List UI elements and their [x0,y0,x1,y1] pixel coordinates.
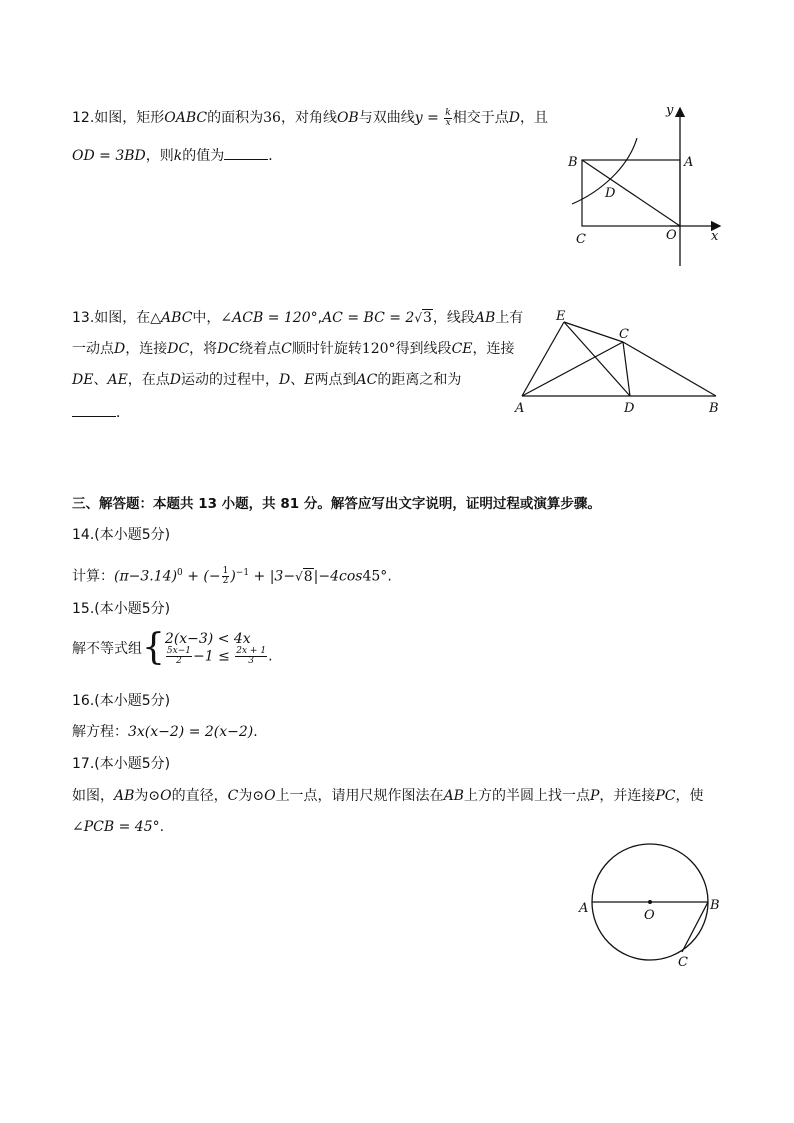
q17-line1 [72,786,704,806]
q14-cos: cos [339,568,363,585]
q13-segment: DC [167,341,190,357]
section-heading: 三、解答题：本题共 13 小题，共 81 分。解答应写出文字说明，证明过程或演算步骤。 [72,496,601,512]
q13-text: ，线段 [432,310,475,326]
q12-fraction [444,109,451,128]
label-b: B [709,401,719,416]
label-b: B [710,898,720,913]
q17-heading: 17.(本小题5分) [72,756,171,772]
q17-line2 [72,817,164,837]
q13-segment: AE [107,372,128,388]
q14-heading: 14.(本小题5分) [72,527,171,543]
q12-frac-num: k [445,107,451,118]
q14-end: . [387,568,392,585]
q13-text: , [317,310,323,326]
q12-condition: OD = 3BD [72,148,146,164]
q15-frac-num: 5x−1 [166,645,191,656]
q13-figure [510,306,730,416]
q12-text: 相交于点 [452,110,509,126]
q14-exponent: 0 [177,568,183,578]
q12-text: 的值为 [182,148,225,164]
q13-text: ，在点 [127,372,170,388]
q13-degree: 120° [361,341,396,357]
q14-term: |−4 [313,568,340,585]
q17-text: 上一点，请用尺规作图法在 [275,788,444,804]
q15-inequality-1: 2(x−3) < 4x [164,630,251,647]
q13-text: 、 [93,372,108,388]
answer-blank [224,145,268,160]
q13-text: 、 [290,372,305,388]
label-c: C [576,232,586,247]
q12-diagonal: OB [336,110,359,126]
q15-body [72,627,273,668]
q15-fraction-1 [166,647,192,666]
q17-segment: AB [443,788,464,804]
q13-point: E [304,372,315,388]
q15-end: . [268,648,273,664]
q12-text: 12.如图，矩形 [72,110,165,126]
q17-text: 为 [134,788,149,804]
q17-circle: ⊙O [252,788,276,804]
q17-text: ，并连接 [599,788,656,804]
q16-label: 解方程： [72,724,128,740]
q12-line2 [72,145,282,166]
q13-text: ，连接 [125,341,168,357]
q13-segment: CE [451,341,473,357]
label-a: A [579,901,589,916]
center-point [648,900,652,904]
q13-text: 的距离之和为 [377,372,462,388]
q13-triangle: △ABC [150,310,193,326]
q12-rect-name: OABC [164,110,208,126]
q16-equation: 3x(x−2) = 2(x−2) [128,724,254,740]
q12-point-d: D [508,110,520,126]
q14-term: + (− [182,568,221,585]
q14-frac-den: 2 [222,576,229,587]
q12-eq: = [422,110,444,126]
segment-bc [623,342,716,396]
q16-body [72,722,258,742]
q13-text: 得到线段 [395,341,452,357]
chord-bc [682,902,708,952]
q13-text: 中， [192,310,221,326]
q13-sqrt: 3 [422,310,432,326]
q15-heading: 15.(本小题5分) [72,601,171,617]
q13-text: 上有 [495,310,524,326]
q15-inequality-2 [165,647,273,666]
q13-angle: ∠ACB = 120° [220,310,318,326]
q14-term: (π−3.14) [114,568,178,585]
q12-area: 36 [263,110,281,126]
diagonal-ob [582,160,680,226]
q13-line4 [72,402,130,423]
q14-sqrt: 8 [303,568,313,585]
q14-term: + |3− [249,568,296,585]
q13-text: 运动的过程中， [181,372,280,388]
label-a: A [515,401,525,416]
q17-text: 上方的半圆上找一点 [463,788,590,804]
q17-segment: AB [114,788,135,804]
q14-frac-num: 1 [222,566,229,577]
q14-exponent: −1 [235,568,250,578]
q12-line1 [72,108,548,128]
label-d: D [605,186,616,201]
label-c: C [678,955,688,970]
q14-body: 计算：$(\pi-3.14)^0$ + (− $\frac{1}{2}$ )$^{-1}$ + |3−√8|−4cos45°. [72,566,392,587]
q12-text: ，则 [145,148,174,164]
q13-text: 顺时针旋转 [291,341,362,357]
q13-segment: DE [72,372,94,388]
q15-label: 解不等式组 [72,641,142,657]
label-o: O [666,228,677,243]
answer-blank [72,402,116,417]
q15-frac-den: 2 [176,655,182,666]
label-x: x [711,229,719,244]
q17-angle: ∠PCB = 45° [72,819,160,835]
q16-heading: 16.(本小题5分) [72,693,171,709]
q15-frac-num: 2x + 1 [236,645,267,656]
q12-text: ，且 [519,110,548,126]
q12-k: k [173,148,183,164]
q13-segment: AB [474,310,496,326]
q17-text: 的直径， [171,788,228,804]
q16-end: . [253,724,258,740]
q14-fraction [222,567,230,586]
q12-text: 的面积为 [207,110,264,126]
q13-line1: 13.如图，在△ABC中，∠ACB = 120°,AC = BC = 2√3，线段AB上有 [72,310,524,326]
q15-system [165,631,273,666]
label-y: y [666,103,674,118]
q17-text: 为 [238,788,253,804]
q15-brace: { [142,627,165,668]
q17-point: P [589,788,600,804]
q12-y: y [414,110,423,126]
q13-text: 绕着点 [239,341,282,357]
label-e: E [556,309,566,324]
q13-text: 13.如图，在 [72,310,151,326]
q12-text: ，对角线 [280,110,337,126]
q13-text: 两点到 [314,372,357,388]
q17-text: ，使 [675,788,704,804]
q15-mid: −1 ≤ [192,648,235,664]
q17-point: C [227,788,239,804]
q12-text: 与双曲线 [358,110,415,126]
q13-end: ． [116,405,130,421]
q13-point: D [169,372,182,388]
q13-segment: DC [217,341,240,357]
q17-text: 如图， [72,788,114,804]
label-d: D [624,401,635,416]
q14-label: 计算： [72,568,114,585]
q17-segment: PC [655,788,676,804]
q14-angle: 45° [362,568,388,585]
q15-frac-den: 3 [248,655,255,666]
q12-frac-den: x [445,117,451,128]
q13-text: 一动点 [72,341,114,357]
q14-term: ) [230,568,236,585]
q17-end: . [159,819,165,835]
q13-line3 [72,370,461,390]
q13-text: ，连接 [472,341,515,357]
q13-point: C [281,341,292,357]
q13-segment: AC [356,372,378,388]
q13-line2 [72,339,515,359]
q17-circle: ⊙O [148,788,172,804]
q13-point: D [279,372,291,388]
q13-text: ，将 [189,341,218,357]
q13-equation: AC = BC = 2 [322,310,415,326]
segment-dc [623,342,630,396]
label-o: O [644,908,655,923]
q12-end: ． [268,148,283,164]
q13-point: D [114,341,126,357]
q15-fraction-2 [235,647,267,666]
q17-figure [570,840,730,975]
q12-figure [560,100,730,270]
label-a: A [684,155,694,170]
label-c: C [619,327,629,342]
label-b: B [568,155,578,170]
